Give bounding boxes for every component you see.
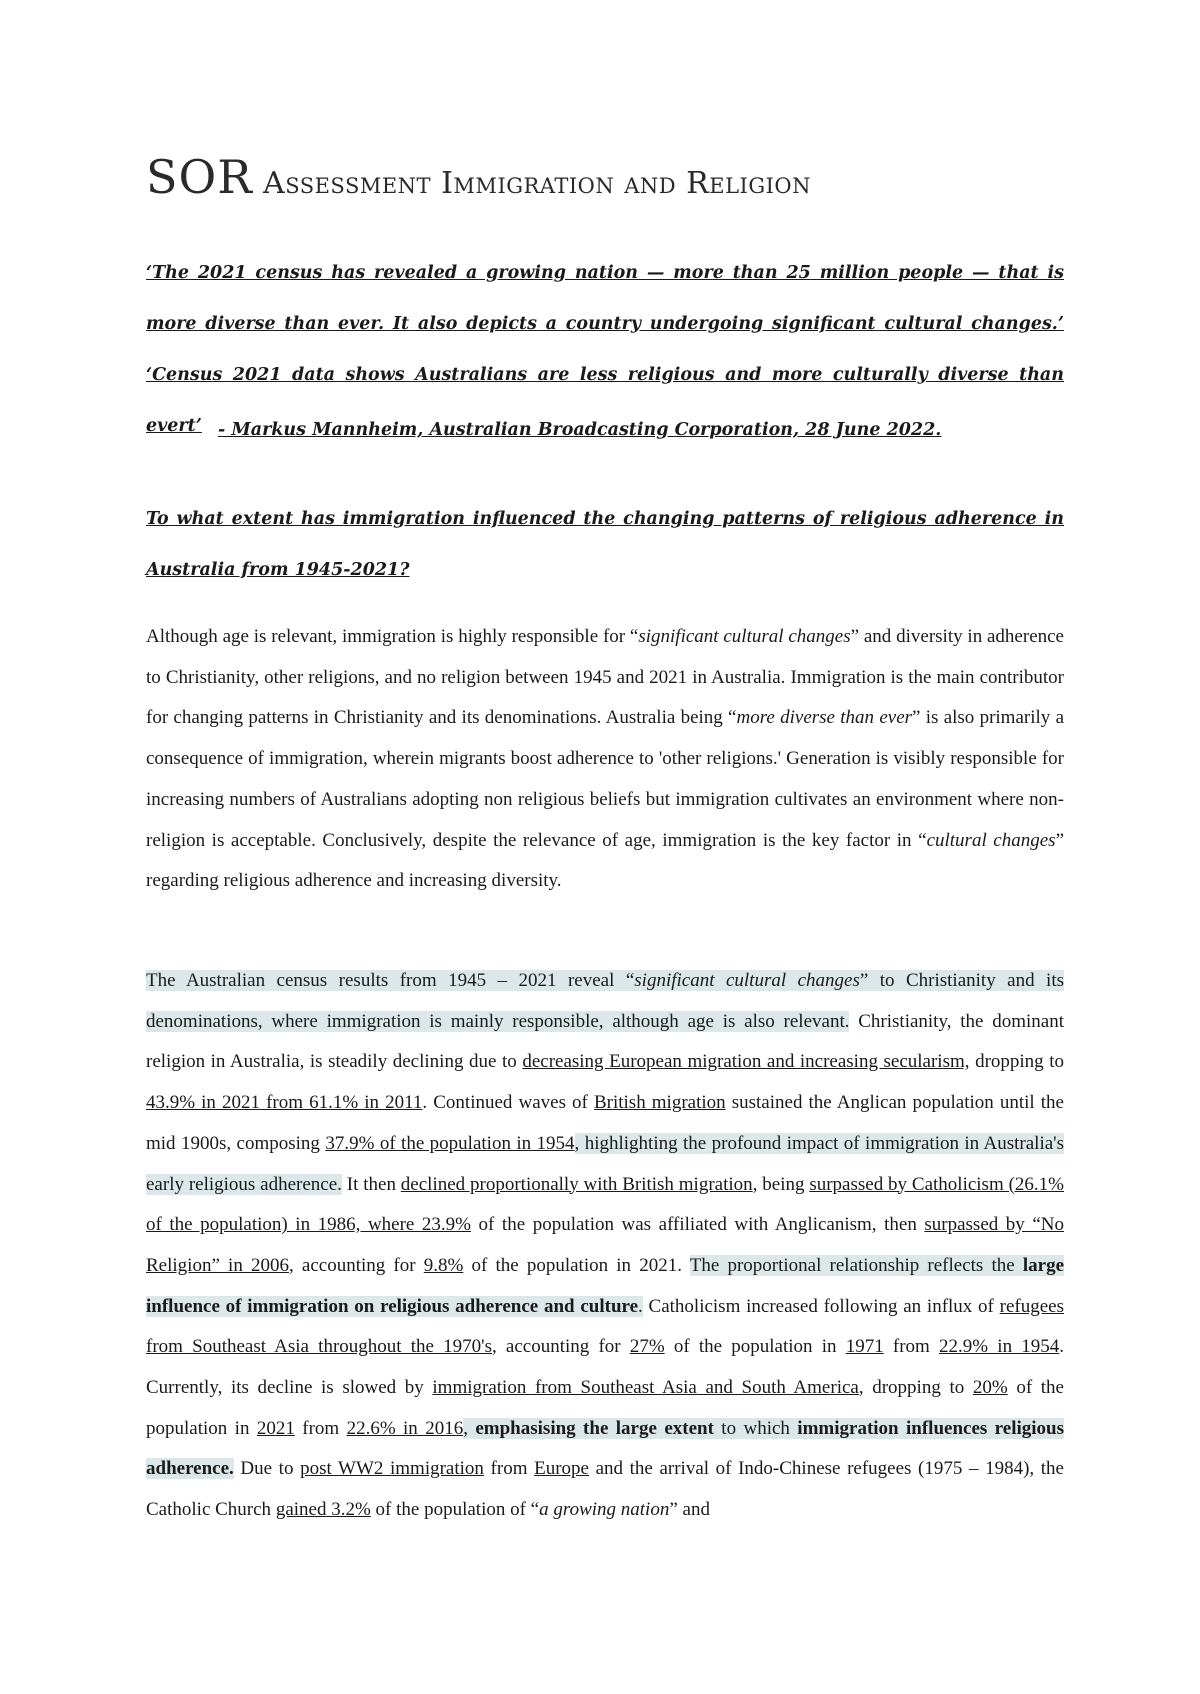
- text-run: and the arrival of Indo-Chinese refugees (1975 – 1984), the Catholic Church: [146, 1458, 1064, 1521]
- underlined-text: declined proportionally with British migration: [400, 1173, 753, 1195]
- underlined-text: 22.6% in 2016: [346, 1417, 464, 1439]
- text-run: The proportional relationship reflects the: [689, 1254, 1023, 1276]
- text-run: Although age is relevant, immigration is highly responsible for “: [146, 626, 639, 647]
- text-run: .: [638, 1295, 643, 1317]
- text-run: , dropping to: [858, 1377, 973, 1399]
- body-paragraph-christianity: [146, 961, 1064, 1531]
- text-run: ” is also primarily a consequence of immigration, wherein migrants boost adherence to 'other religions.' Generation is visibly responsible for increasing numbers of Australians adopting non religious beliefs but immigration cultivates an environment where non-religion is acceptable. Conclusively, despite the relevance of age, immigration is the key factor in “: [146, 707, 1064, 851]
- page-title: [146, 150, 1064, 204]
- highlighted-text: , highlighting the profound impact of immigration in Australia's early religious adherence.: [146, 1132, 1064, 1195]
- text-run: Christianity, the dominant religion in Australia, is steadily declining due to: [146, 1010, 1064, 1073]
- text-run: , accounting for: [491, 1336, 630, 1358]
- underlined-text: 1971: [845, 1336, 884, 1358]
- underlined-text: 37.9% of the population in 1954: [325, 1132, 575, 1154]
- text-run: of the population was affiliated with Anglicanism, then: [471, 1214, 925, 1236]
- title-rest: Assessment Immigration and Religion: [263, 166, 812, 201]
- text-run: from: [883, 1336, 940, 1358]
- epigraph-quote: ‘The 2021 census has revealed a growing nation — more than 25 million people — that is more diverse than ever. It also depicts a country undergoing significant cultural changes.’ ‘Census 2021 data shows Australians are less religious and more culturally diverse than evert’: [146, 263, 1064, 436]
- bold-text: emphasising the large extent: [475, 1417, 714, 1439]
- underlined-text: refugees from Southeast Asia throughout the 1970's: [146, 1295, 1064, 1358]
- italic-quote: significant cultural changes: [638, 626, 851, 647]
- underlined-text: Europe: [534, 1458, 589, 1480]
- text-run: sustained the Anglican population until the mid 1900s, composing: [146, 1092, 1064, 1154]
- introduction-paragraph: [146, 617, 1064, 902]
- bold-text: immigration influences religious adherence.: [146, 1417, 1064, 1480]
- text-run: of the population in 2021.: [463, 1254, 690, 1276]
- underlined-text: 9.8%: [423, 1254, 464, 1276]
- text-run: dropping to: [969, 1051, 1065, 1073]
- text-run: , being: [752, 1173, 810, 1195]
- text-run: from: [483, 1458, 535, 1480]
- italic-quote: cultural changes: [926, 829, 1056, 851]
- italic-quote: a growing nation: [539, 1499, 670, 1521]
- text-run: ” regarding religious adherence and increasing diversity.: [146, 829, 1064, 892]
- text-run: It then: [341, 1173, 401, 1195]
- underlined-text: 22.9% in 1954: [939, 1336, 1060, 1358]
- text-run: . Continued waves of: [422, 1092, 594, 1114]
- essay-question: To what extent has immigration influenced the changing patterns of religious adherence in Australia from 1945-2021?: [146, 509, 1064, 580]
- italic-quote: significant cultural changes: [634, 970, 860, 991]
- underlined-text: surpassed by “No Religion” in 2006: [146, 1214, 1065, 1276]
- text-run: . Currently, its decline is slowed by: [146, 1336, 1065, 1399]
- underlined-text: 43.9% in 2021 from 61.1% in 2011: [146, 1092, 423, 1114]
- title-sor: SOR: [146, 150, 253, 204]
- underlined-text: gained 3.2%: [275, 1499, 371, 1521]
- text-run: ” and diversity in adherence to Christianity, other religions, and no religion between 1945 and 2021 in Australia. Immigration is the main contributor for changing patterns in Christianity and its denominations. Australia being “: [146, 626, 1064, 729]
- text-run: Catholicism increased following an influx of: [642, 1295, 1000, 1317]
- underlined-text: 27%: [629, 1336, 665, 1358]
- text-run: ” and: [669, 1499, 710, 1521]
- italic-quote: more diverse than ever: [736, 707, 913, 729]
- underlined-text: post WW2 immigration: [300, 1458, 484, 1480]
- underlined-text: decreasing European migration and increasing secularism,: [522, 1051, 970, 1073]
- text-run: of the population of “: [370, 1499, 540, 1521]
- text-run: ,: [463, 1417, 476, 1439]
- underlined-text: immigration from Southeast Asia and South America: [432, 1377, 859, 1399]
- text-run: of the population in: [664, 1336, 846, 1358]
- text-run: to which: [713, 1417, 798, 1439]
- text-run: of the population in: [146, 1377, 1064, 1439]
- text-run: Due to: [233, 1458, 301, 1480]
- text-run: ” to Christianity and its denominations, where immigration is mainly responsible, although age is also relevant.: [146, 970, 1064, 1032]
- quote-attribution: - Markus Mannheim, Australian Broadcasting Corporation, 28 June 2022.: [218, 420, 942, 440]
- text-run: , accounting for: [288, 1254, 424, 1276]
- underlined-text: surpassed by Catholicism (26.1% of the population) in 1986, where 23.9%: [146, 1173, 1064, 1236]
- underlined-text: British migration: [593, 1092, 726, 1114]
- text-run: from: [294, 1417, 347, 1439]
- text-run: The Australian census results from 1945 – 2021 reveal “: [146, 970, 635, 991]
- bold-text: large influence of immigration on religious adherence and culture: [146, 1254, 1065, 1317]
- underlined-text: 20%: [972, 1377, 1008, 1399]
- underlined-text: 2021: [256, 1417, 295, 1439]
